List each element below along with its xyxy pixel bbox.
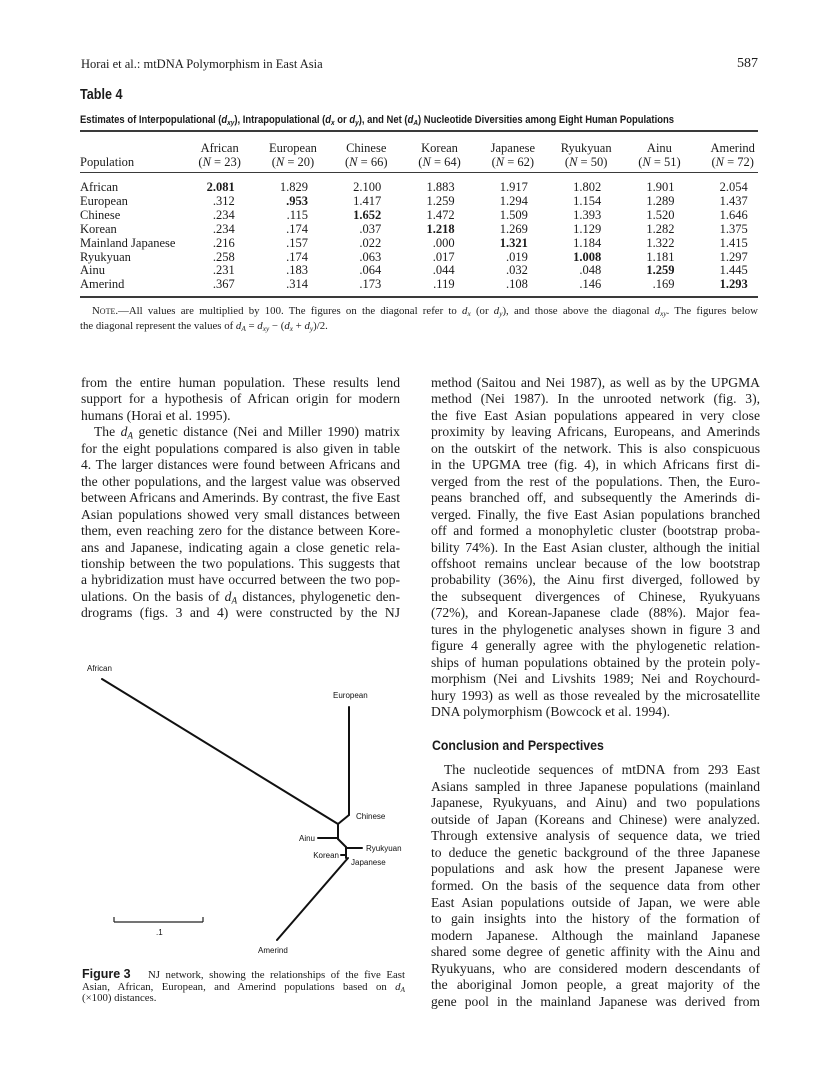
table-cell: .258	[212, 249, 235, 264]
text-line: populations and ask how the present Japanese were	[431, 861, 760, 876]
table-cell: 1.375	[719, 221, 748, 236]
column-name: Amerind	[710, 141, 755, 155]
text-line: from the entire human population. These results lend	[81, 375, 400, 390]
text-line: figure 4 generally agree with the phylogenetic relation-	[431, 638, 760, 653]
text-line: verged. Finally, the five East Asian populations branched	[431, 507, 760, 522]
column-header-ainu	[623, 141, 696, 169]
text-line: the subsequent divergences of Chinese, Ryukyuans	[431, 589, 760, 604]
table-cell: .017	[432, 249, 455, 264]
math-variable: d	[257, 320, 263, 332]
column-name: Chinese	[346, 141, 387, 155]
table-cell: .064	[359, 263, 382, 278]
table-cell: 1.437	[719, 193, 748, 208]
column-header-european	[256, 141, 329, 169]
title-text: Estimates of Interpopulational (	[80, 114, 222, 126]
table-cell: 1.417	[353, 193, 382, 208]
table-cell: 1.472	[426, 207, 455, 222]
row-label: European	[80, 193, 128, 208]
math-variable: d	[221, 114, 228, 126]
table-cell: .174	[286, 221, 308, 236]
text-line: The nucleotide sequences of mtDNA from 293 East	[444, 762, 760, 777]
note-text: − (	[269, 320, 285, 332]
text-line: offshoot remains unclear because of the low bootstrap	[431, 556, 760, 571]
math-variable: d	[349, 114, 356, 126]
text-line: support for a hypothesis of African origin for modern	[81, 391, 400, 406]
math-subscript: x	[331, 118, 335, 128]
note-text: .—All values are multiplied by 100. The figures on the diagonal refer to	[115, 305, 463, 317]
table-body	[80, 181, 769, 292]
table-note-line-1	[92, 304, 758, 318]
table-cell: 1.259	[646, 263, 675, 278]
title-text: or	[334, 114, 350, 126]
text-line: shared some degree of genetic affinity with the Ainu and	[431, 944, 760, 959]
table-cell: .146	[579, 277, 602, 292]
math-subscript: xy	[660, 309, 667, 319]
table-cell: 1.415	[719, 235, 748, 250]
table-cell: .234	[212, 221, 235, 236]
column-header-amerind	[696, 141, 769, 169]
sample-size-value: = 50)	[577, 155, 608, 169]
column-name: Ryukyuan	[560, 141, 612, 155]
column-sample-size	[549, 155, 622, 169]
table-cell: .953	[286, 193, 308, 208]
row-label: Korean	[80, 221, 117, 236]
label-amerind: Amerind	[258, 946, 288, 955]
table-cell: 1.652	[353, 207, 382, 222]
table-cell: .048	[579, 263, 602, 278]
math-subscript: A	[231, 595, 238, 606]
row-label: African	[80, 180, 119, 194]
table-cell: 1.269	[499, 221, 528, 236]
text-line: (72%), and Korean-Japanese clade (88%). Major fea-	[431, 605, 760, 620]
sample-size-value: = 51)	[650, 155, 681, 169]
column-header-chinese	[330, 141, 403, 169]
sample-size-value: = 23)	[210, 155, 241, 169]
table-cell: .063	[359, 249, 382, 264]
label-japanese: Japanese	[351, 858, 386, 867]
math-variable: d	[120, 424, 128, 439]
column-header-african	[183, 141, 256, 169]
table-cell: 1.445	[719, 263, 748, 278]
math-variable: d	[462, 305, 468, 317]
table-cell: 1.008	[573, 249, 602, 264]
table-bottom-rule	[80, 296, 758, 298]
math-variable: N	[715, 155, 724, 169]
table-note-line-2	[80, 319, 758, 333]
math-variable: d	[395, 981, 401, 993]
column-header-japanese	[476, 141, 549, 169]
column-name: Korean	[421, 141, 458, 155]
text-line: drograms (figs. 3 and 4) were constructed by the NJ	[81, 605, 400, 620]
table-cell: 1.129	[573, 221, 602, 236]
title-text: ) Nucleotide Diversities among Eight Human Populations	[418, 114, 675, 126]
text-line: Japanese, Ryukyuans, and Ainu) and two populations	[431, 795, 760, 810]
column-name: Japanese	[490, 141, 536, 155]
column-sample-size	[256, 155, 329, 169]
table-cell: 1.293	[719, 277, 748, 292]
text-line: probability (36%), the Ainu first diverged, followed by	[431, 572, 760, 587]
text-line	[94, 424, 400, 440]
math-subscript: x	[289, 324, 293, 334]
text-line	[81, 589, 400, 605]
paren: (	[345, 155, 350, 169]
table-cell: 1.883	[426, 180, 455, 194]
math-subscript: A	[241, 324, 246, 334]
table-label: Table 4	[80, 86, 123, 103]
row-label: Mainland Japanese	[80, 235, 176, 250]
paren: (	[418, 155, 423, 169]
text-line: to gain insights into the history of the formation of	[431, 911, 760, 926]
column-header-ryukyuan	[549, 141, 622, 169]
math-variable: d	[493, 305, 500, 317]
text-segment: genetic distance (Nei and Miller 1990) matrix	[133, 424, 400, 439]
text-line: between Africans and Amerinds. By contrast, the five East	[81, 490, 400, 505]
table-cell: .314	[286, 277, 308, 292]
math-variable: N	[349, 155, 358, 169]
text-line: 4. The larger distances were found between Africans and	[81, 457, 400, 472]
math-variable: N	[275, 155, 285, 169]
table-cell: 1.520	[646, 207, 675, 222]
column-sample-size	[403, 155, 476, 169]
label-african: African	[87, 664, 112, 673]
table-cell: .231	[212, 263, 235, 278]
column-name: African	[200, 141, 239, 155]
table-cell: 1.802	[573, 180, 602, 194]
math-variable: N	[495, 155, 505, 169]
text-line: East Asian populations outside of Japan, we were able	[431, 895, 760, 910]
text-line: proximity by leaving Africans, Europeans, and Amerinds	[431, 424, 760, 439]
text-line: ships of human populations obtained by the protein poly-	[431, 655, 760, 670]
figure-caption-line: (×100) distances.	[82, 992, 157, 1004]
label-chinese: Chinese	[356, 812, 386, 821]
math-variable: d	[304, 320, 310, 332]
table-cell: .169	[652, 277, 675, 292]
table-cell: 1.294	[499, 193, 528, 208]
text-segment: Asian, African, European, and Amerind populations based on	[82, 981, 396, 993]
math-subscript: xy	[262, 324, 270, 334]
table-cell: 1.321	[499, 235, 528, 250]
text-line: them, even reaching zero for the distance between Kore-	[81, 523, 400, 538]
math-variable: N	[569, 155, 578, 169]
paren: (	[271, 155, 276, 169]
table-cell: .183	[286, 263, 308, 278]
math-subscript: A	[400, 985, 405, 995]
table-cell: 1.322	[646, 235, 675, 250]
label-korean: Korean	[313, 851, 339, 860]
sample-size-value: = 64)	[430, 155, 461, 169]
table-cell: 1.901	[646, 180, 675, 194]
table-cell: .019	[506, 249, 528, 264]
branch-amerind	[277, 858, 348, 940]
column-sample-size	[623, 155, 696, 169]
math-subscript: y	[499, 309, 503, 319]
text-segment: distances, phylogenetic den-	[237, 589, 400, 604]
column-sample-size	[183, 155, 256, 169]
math-subscript: A	[413, 118, 419, 128]
label-ainu: Ainu	[298, 834, 315, 843]
math-variable: N	[642, 155, 651, 169]
sample-size-value: = 20)	[284, 155, 315, 169]
note-text: (or	[470, 305, 494, 317]
text-line: peans branched off, and subsequently the Amerinds di-	[431, 490, 760, 505]
paren: (	[638, 155, 643, 169]
text-line: humans (Horai et al. 1995).	[81, 408, 231, 423]
table-cell: .037	[359, 221, 382, 236]
text-line: off and formed a monophyletic cluster (bootstrap proba-	[431, 523, 760, 538]
table-cell: .000	[432, 235, 455, 250]
note-text: . The figures below	[666, 305, 758, 317]
table-cell: 1.829	[279, 180, 308, 194]
table-cell: 1.282	[646, 221, 675, 236]
column-sample-size	[696, 155, 769, 169]
row-header-label: Population	[80, 155, 135, 169]
math-variable: d	[224, 589, 232, 604]
table-cell: .174	[286, 249, 308, 264]
text-line: morphism (Nei and Livshits 1989; Nei and Roychourd-	[431, 671, 760, 686]
text-line: bility 74%). In the East Asian cluster, although the initial	[431, 540, 760, 555]
scale-bar-label: .1	[156, 928, 163, 937]
text-line: gene pool in the mainland Japanese was derived from	[431, 994, 760, 1009]
math-subscript: y	[355, 118, 359, 128]
table-cell: 1.289	[646, 193, 675, 208]
page-number: 587	[737, 56, 758, 71]
text-line: Asians sampled in three Japanese populations (mainland	[431, 779, 760, 794]
table-cell: .216	[212, 235, 235, 250]
section-heading: Conclusion and Perspectives	[432, 737, 604, 753]
table-cell: .022	[359, 235, 382, 250]
paren: (	[198, 155, 203, 169]
text-line: method (Saitou and Nei 1987), as well as by the UPGMA	[431, 375, 760, 390]
table-cell: 1.218	[426, 221, 455, 236]
table-cell: 1.509	[499, 207, 528, 222]
column-name: Ainu	[646, 141, 672, 155]
branch-chinese-node	[338, 815, 349, 824]
note-text: ), and those above the diagonal	[502, 305, 655, 317]
text-line: a hybridization must have occurred between the two pop-	[81, 572, 400, 587]
title-text: ), Intrapopulational (	[234, 114, 326, 126]
title-text: ), and Net (	[358, 114, 408, 126]
figure-label: Figure 3	[82, 967, 131, 981]
table-cell: 1.297	[719, 249, 748, 264]
table-cell: 1.917	[499, 180, 528, 194]
text-line: the five East Asian populations appeared in very close	[431, 408, 760, 423]
branch-african	[102, 679, 338, 824]
text-line: formed. On the basis of the sequence data from other	[431, 878, 760, 893]
running-title: Horai et al.: mtDNA Polymorphism in East Asia	[81, 57, 323, 71]
sample-size-value: = 62)	[504, 155, 535, 169]
text-line: in the UPGMA tree (fig. 4), in which Africans first di-	[431, 457, 760, 472]
table-cell: .108	[506, 277, 528, 292]
text-line: the aboriginal Jomon people, a great majority of the	[431, 977, 760, 992]
table-cell: 2.081	[206, 180, 235, 194]
table-cell: .234	[212, 207, 235, 222]
column-header-korean	[403, 141, 476, 169]
table-cell: .119	[433, 277, 455, 292]
table-cell: .115	[286, 207, 308, 222]
row-label: Ryukyuan	[80, 249, 131, 264]
table-cell: 1.393	[573, 207, 602, 222]
table-cell: 2.054	[719, 180, 748, 194]
sample-size-value: = 66)	[357, 155, 388, 169]
column-name: European	[268, 141, 317, 155]
text-line: outside of Japan (Koreans and Chinese) were analyzed.	[431, 812, 760, 827]
text-line: tionship between the two populations. This suggests that	[81, 556, 400, 571]
note-text: )/2.	[313, 320, 328, 332]
label-ryukyuan: Ryukyuan	[366, 844, 402, 853]
table-header-rule	[80, 172, 758, 173]
math-subscript: A	[127, 430, 134, 441]
table-cell: 1.181	[646, 249, 675, 264]
column-sample-size	[476, 155, 549, 169]
table-cell: .367	[212, 277, 235, 292]
paren: (	[491, 155, 496, 169]
note-text: +	[292, 320, 305, 332]
table-header	[80, 141, 769, 169]
text-line: Through extensive analysis of sequence data, we tried	[431, 828, 760, 843]
text-line: tures in the phylogenetic analyses shown in figure 3 and	[431, 622, 760, 637]
text-segment: The	[94, 424, 121, 439]
scale-bar	[114, 917, 203, 922]
math-variable: d	[235, 320, 242, 332]
text-line: Ryukyuans, who are considered modern descendants of	[431, 961, 760, 976]
math-variable: d	[654, 305, 661, 317]
note-text: the diagonal represent the values of	[80, 320, 236, 332]
text-line: modern Japanese. Although the mainland Japanese	[431, 928, 760, 943]
note-lead: Note	[92, 305, 116, 317]
text-line: Asian populations showed very small distances between	[81, 507, 400, 522]
table-cell: 2.100	[353, 180, 382, 194]
text-segment: ulations. On the basis of	[81, 589, 225, 604]
text-line: to deduce the genetic background of the three Japanese	[431, 845, 760, 860]
math-variable: d	[325, 114, 332, 126]
note-text: =	[245, 320, 258, 332]
math-subscript: y	[309, 324, 314, 334]
paren: (	[564, 155, 570, 169]
math-subscript: x	[467, 309, 471, 319]
table-cell: 1.646	[719, 207, 748, 222]
text-line: method (Nei 1987). In the unrooted network (fig. 3),	[431, 391, 760, 406]
paren: (	[711, 155, 716, 169]
table-cell: 1.259	[426, 193, 455, 208]
text-line: on the outskirt of the network. This is also conspicuous	[431, 441, 760, 456]
math-variable: d	[407, 114, 414, 126]
figure-caption-line: NJ network, showing the relationships of the five East	[148, 969, 405, 981]
table-cell: .173	[359, 277, 382, 292]
table-cell: .312	[212, 193, 235, 208]
row-label: Amerind	[80, 277, 125, 292]
text-line: ans and Japanese, indicating again a close genetic rela-	[81, 540, 400, 555]
label-european: European	[333, 691, 368, 700]
table-title	[80, 113, 674, 127]
sample-size-value: = 72)	[724, 155, 754, 169]
row-label: Ainu	[80, 263, 105, 278]
table-cell: .032	[506, 263, 528, 278]
text-line: hury 1993) as well as those revealed by the microsatellite	[431, 688, 760, 703]
text-line: for the eight populations compared is also given in table	[81, 441, 400, 456]
table-cell: 1.154	[573, 193, 602, 208]
math-variable: N	[202, 155, 211, 169]
table-cell: .044	[432, 263, 455, 278]
math-variable: d	[284, 320, 290, 332]
text-line: verged from the rest of the populations. Then, the Euro-	[431, 474, 760, 489]
row-label: Chinese	[80, 207, 121, 222]
table-top-rule	[80, 130, 758, 132]
column-sample-size	[330, 155, 403, 169]
math-subscript: xy	[227, 118, 235, 128]
math-variable: N	[422, 155, 431, 169]
table-cell: 1.184	[573, 235, 602, 250]
table-cell: .157	[286, 235, 308, 250]
branch-inner	[338, 839, 346, 847]
text-line: the other populations, and the largest value was observed	[81, 474, 400, 489]
text-line: DNA polymorphism (Bowcock et al. 1994).	[431, 704, 670, 719]
